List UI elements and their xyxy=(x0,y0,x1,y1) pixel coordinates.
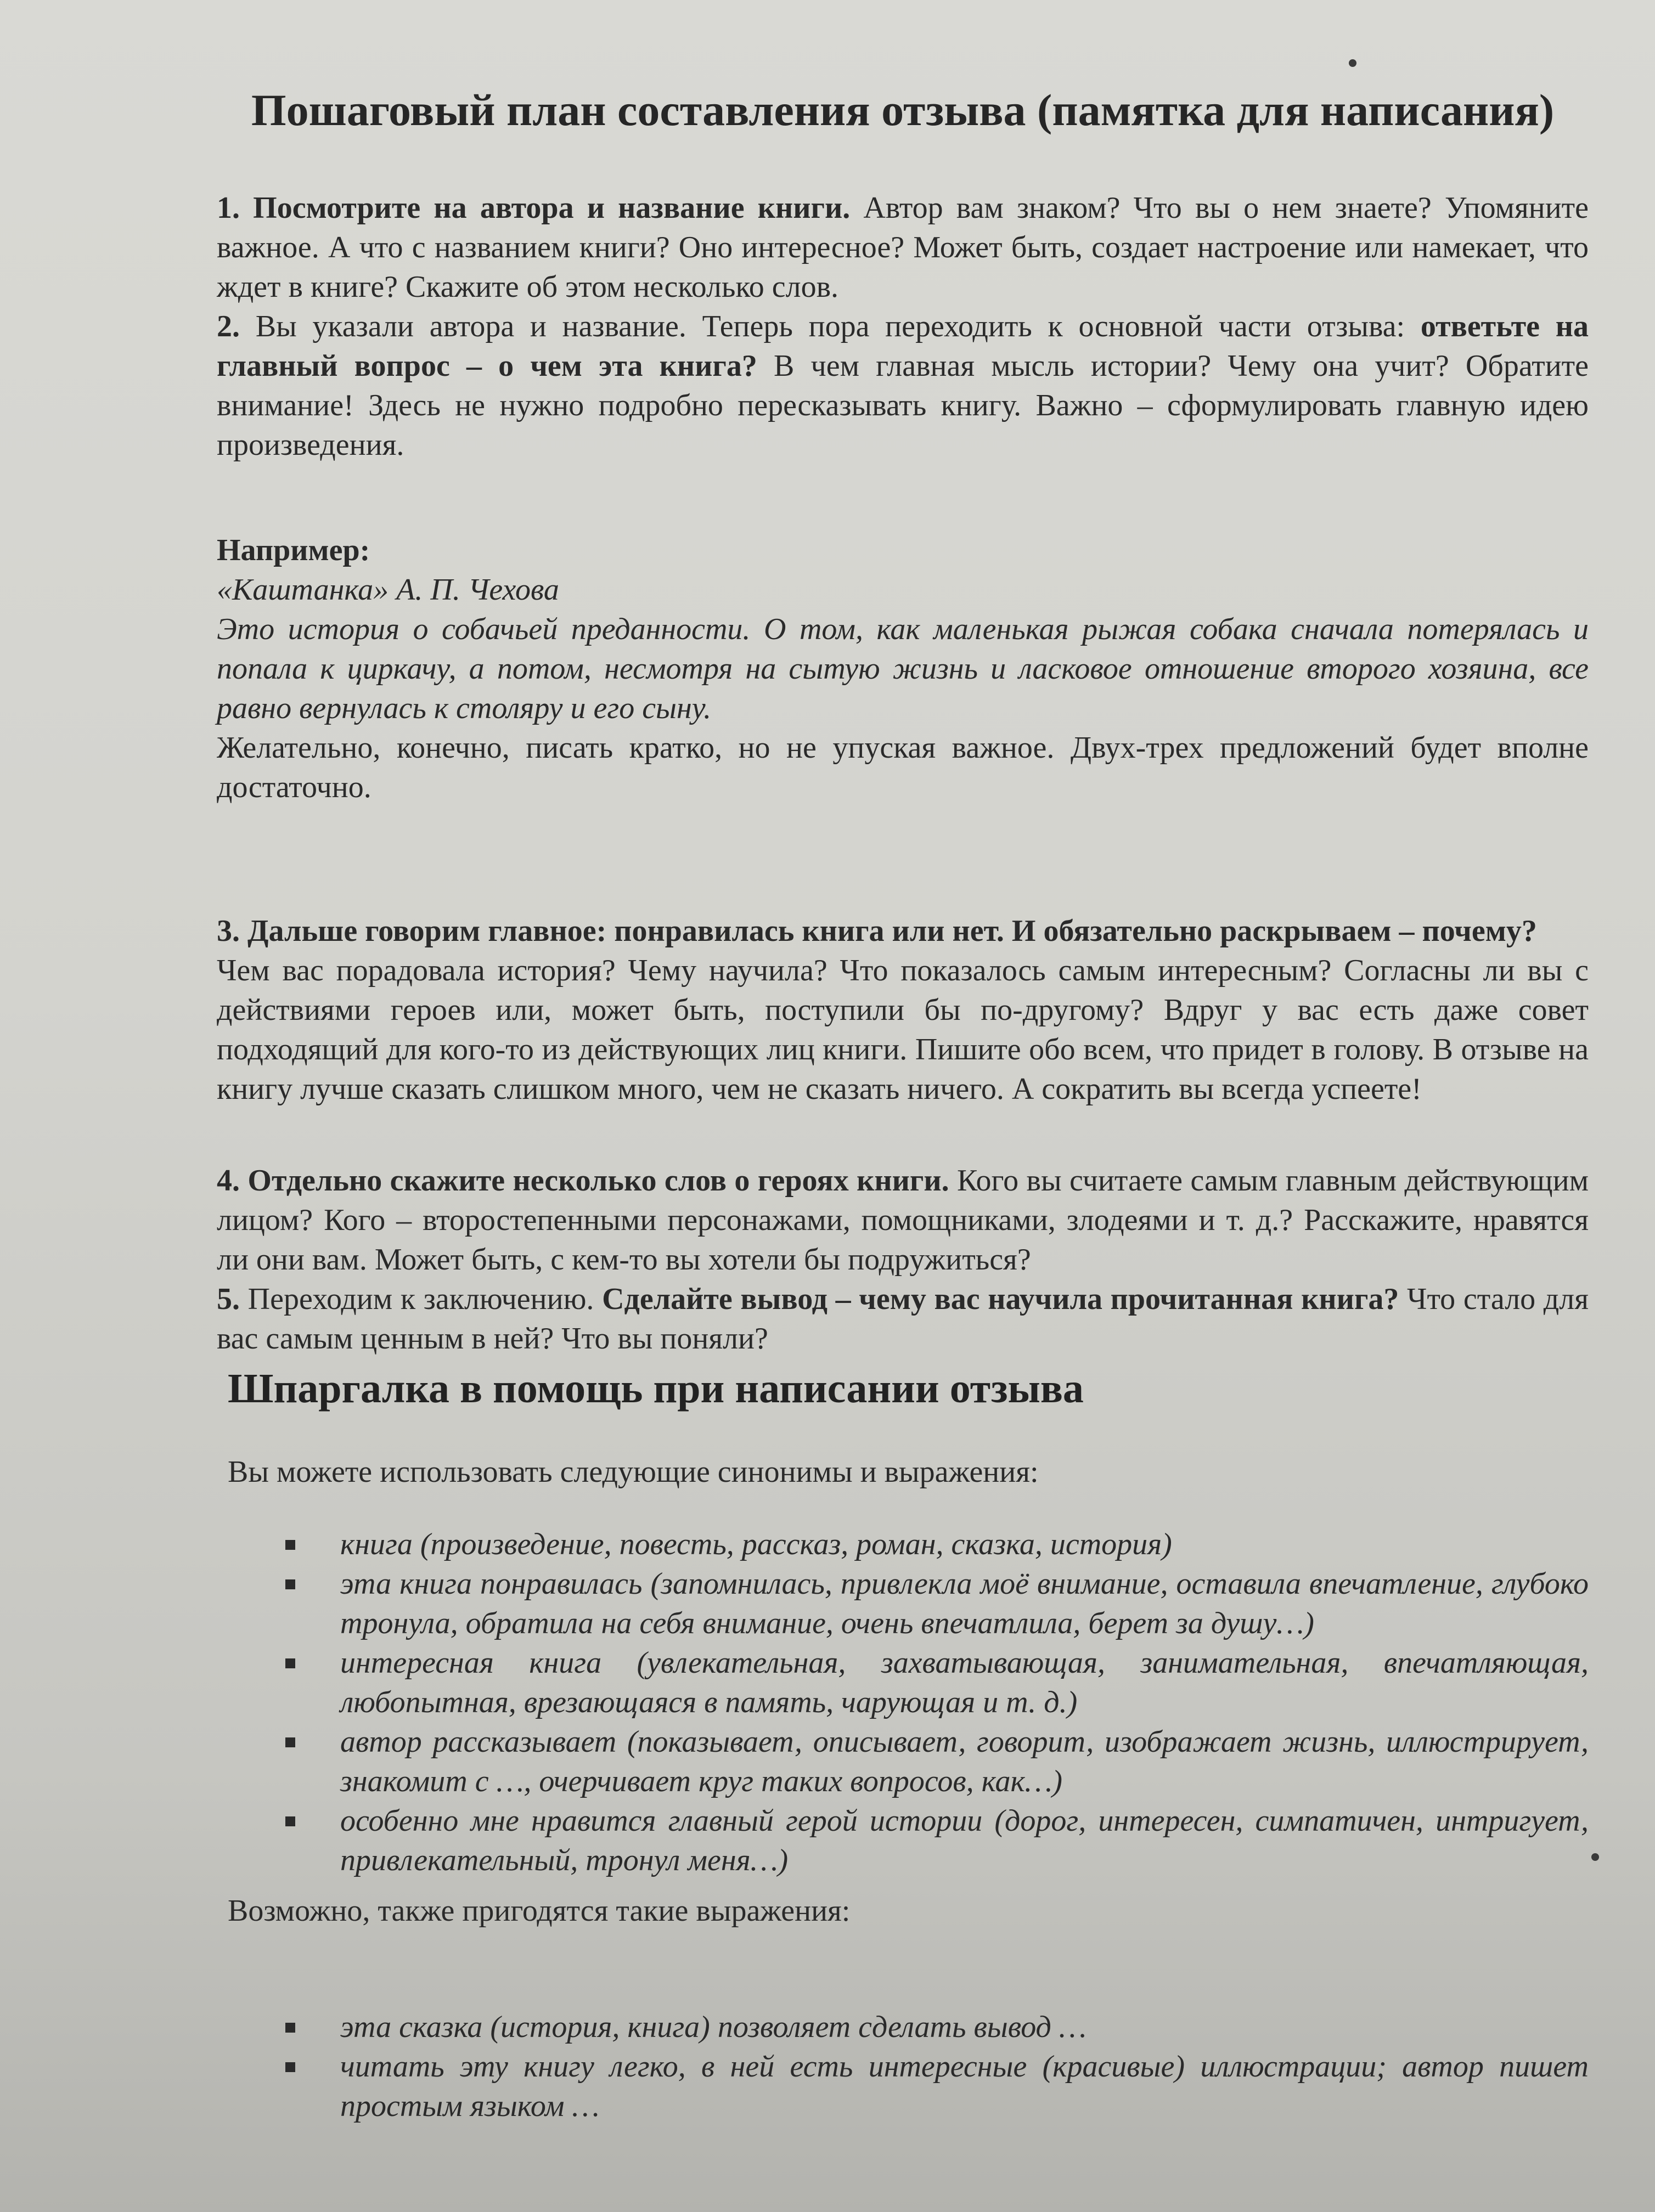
list-item xyxy=(340,1643,1589,1722)
list-item xyxy=(340,1525,1589,1564)
bullet-icon xyxy=(285,1658,295,1668)
example-text: Это история о собачьей преданности. О том, как маленькая рыжая собака сначала потерялась и попала к циркачу, а потом, несмотря на сытую жизнь и ласковое отношение второго хозяина, все равно вернулась к столяру и его сыну. xyxy=(217,612,1589,725)
bullet-icon xyxy=(285,2062,295,2072)
step-3 xyxy=(217,911,1589,951)
step-2 xyxy=(217,307,1589,465)
bullet-icon xyxy=(285,1579,295,1589)
expression-list xyxy=(217,2007,1589,2126)
synonym-list xyxy=(217,1525,1589,1880)
step-3-heading: Дальше говорим главное: понравилась книга или нет. И обязательно раскрываем – почему? xyxy=(247,913,1537,948)
step-2-text-b: В чем главная мысль истории? Чему она учит? Обратите внимание! Здесь не нужно подробно пересказывать книгу. Важно – сформулировать главную идею произведения. xyxy=(217,348,1589,462)
step-5-text-a: Переходим к заключению. xyxy=(247,1282,594,1316)
bullet-icon xyxy=(285,1737,295,1747)
list-item-text: книга (произведение, повесть, рассказ, роман, сказка, история) xyxy=(340,1527,1172,1561)
speck xyxy=(1349,59,1356,67)
list-item xyxy=(340,2007,1589,2047)
list-item xyxy=(340,1722,1589,1801)
list-item-text: особенно мне нравится главный герой истории (дорог, интересен, симпатичен, интригует, привлекательный, тронул меня…) xyxy=(340,1803,1589,1877)
more-intro: Возможно, также пригодятся такие выражения: xyxy=(228,1893,851,1928)
example-book: «Каштанка» А. П. Чехова xyxy=(217,572,559,607)
list-item-text: автор рассказывает (показывает, описывает, говорит, изображает жизнь, иллюстрирует, знакомит с …, очерчивает круг таких вопросов, как…) xyxy=(340,1724,1589,1798)
step-4 xyxy=(217,1161,1589,1279)
step-2-heading: ответьте на главный вопрос – о чем эта книга? xyxy=(217,309,1589,383)
step-4-text: Кого вы считаете самым главным действующим лицом? Кого – второстепенными персонажами, помощниками, злодеями и т. д.? Расскажите, нравятся ли они вам. Может быть, с кем-то вы хотели бы подружиться? xyxy=(217,1163,1589,1277)
list-item xyxy=(340,2047,1589,2126)
list-item-text: интересная книга (увлекательная, захватывающая, занимательная, впечатляющая, любопытная, врезающаяся в память, чарующая и т. д.) xyxy=(340,1645,1589,1719)
step-3-text: Чем вас порадовала история? Чему научила? Что показалось самым интересным? Согласны ли вы с действиями героев или, может быть, поступили бы по-другому? Вдруг у вас есть даже совет подходящий для кого-то из действующих лиц книги. Пишите обо всем, что придет в голову. В отзыве на книгу лучше сказать слишком много, чем не сказать ничего. А сократить вы всегда успеете! xyxy=(217,953,1589,1106)
step-5-heading: Сделайте вывод – чему вас научила прочитанная книга? xyxy=(602,1282,1399,1316)
step-5-text-b: Что стало для вас самым ценным в ней? Что вы поняли? xyxy=(217,1282,1589,1356)
list-item xyxy=(340,1801,1589,1880)
bullet-icon xyxy=(285,2023,295,2033)
step-2-number: 2. xyxy=(217,309,240,343)
step-1 xyxy=(217,188,1589,307)
page-title: Пошаговый план составления отзыва (памятка для написания) xyxy=(251,85,1555,135)
cheat-intro: Вы можете использовать следующие синонимы и выражения: xyxy=(228,1454,1039,1489)
step-4-number: 4. xyxy=(217,1163,240,1198)
bullet-icon xyxy=(285,1816,295,1826)
step-5 xyxy=(217,1279,1589,1358)
example-note: Желательно, конечно, писать кратко, но не упуская важное. Двух-трех предложений будет вполне достаточно. xyxy=(217,730,1589,804)
step-1-number: 1. xyxy=(217,190,240,225)
step-5-number: 5. xyxy=(217,1282,240,1316)
example-heading: Например: xyxy=(217,533,370,567)
step-1-text: Автор вам знаком? Что вы о нем знаете? Упомяните важное. А что с названием книги? Оно интересное? Может быть, создает настроение или намекает, что ждет в книге? Скажите об этом несколько слов. xyxy=(217,190,1589,304)
speck xyxy=(1591,1853,1599,1861)
step-3-number: 3. xyxy=(217,913,240,948)
list-item-text: эта книга понравилась (запомнилась, привлекла моё внимание, оставила впечатление, глубоко тронула, обратила на себя внимание, очень впечатлила, берет за душу…) xyxy=(340,1566,1589,1640)
list-item-text: читать эту книгу легко, в ней есть интересные (красивые) иллюстрации; автор пишет простым языком … xyxy=(340,2049,1589,2123)
bullet-icon xyxy=(285,1540,295,1550)
list-item-text: эта сказка (история, книга) позволяет сделать вывод … xyxy=(340,2010,1087,2044)
cheat-sheet-title: Шпаргалка в помощь при написании отзыва xyxy=(228,1365,1084,1412)
step-2-text-a: Вы указали автора и название. Теперь пора переходить к основной части отзыва: xyxy=(255,309,1405,343)
step-1-heading: Посмотрите на автора и название книги. xyxy=(253,190,851,225)
document-body xyxy=(217,82,1589,2137)
list-item xyxy=(340,1564,1589,1643)
step-4-heading: Отдельно скажите несколько слов о героях книги. xyxy=(247,1163,949,1198)
